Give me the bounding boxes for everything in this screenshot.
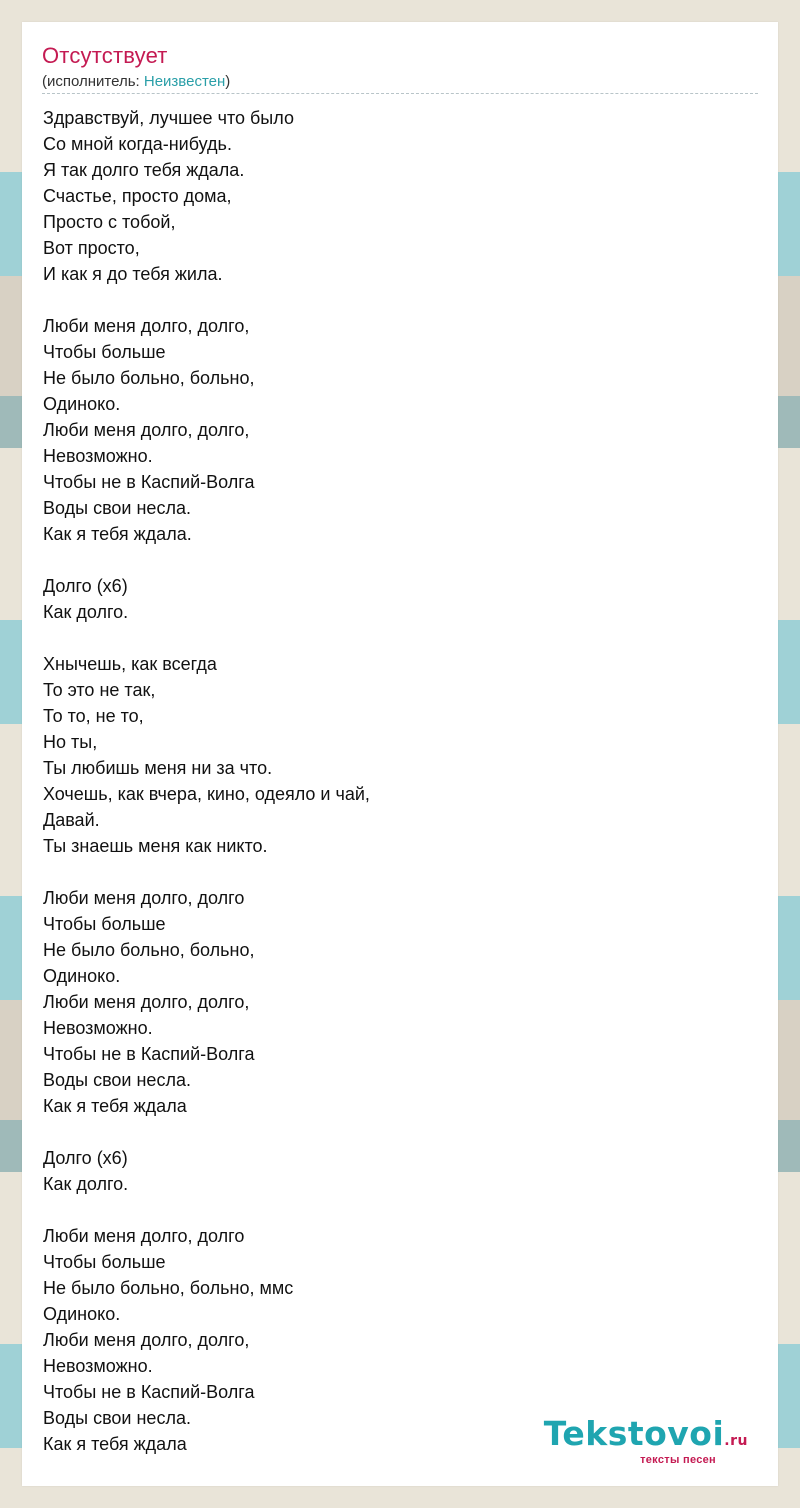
- lyric-line: Как я тебя ждала: [43, 1434, 187, 1454]
- lyric-line: Ты любишь меня ни за что.: [43, 758, 273, 778]
- lyric-line: Не было больно, больно,: [43, 940, 255, 960]
- performer-suffix: ): [225, 73, 231, 90]
- lyric-line: Люби меня долго, долго: [43, 888, 245, 908]
- lyrics-card: [22, 22, 778, 1486]
- stanza-gap: [43, 287, 743, 313]
- lyric-line: Чтобы не в Каспий-Волга: [43, 1044, 255, 1064]
- stanza-gap: [43, 1119, 743, 1145]
- logo-wordmark: [543, 1414, 748, 1458]
- stanza-gap: [43, 625, 743, 651]
- performer-line: [42, 72, 230, 92]
- lyric-line: Чтобы не в Каспий-Волга: [43, 472, 255, 492]
- song-title: Отсутствует: [42, 43, 168, 68]
- lyric-line: Я так долго тебя ждала.: [43, 160, 245, 180]
- lyric-line: Невозможно.: [43, 446, 153, 466]
- lyric-line: Хнычешь, как всегда: [43, 654, 217, 674]
- stanza-gap: [43, 859, 743, 885]
- stanza-gap: [43, 1197, 743, 1223]
- lyrics-text: [43, 105, 743, 1457]
- lyric-line: Здравствуй, лучшее что было: [43, 108, 294, 128]
- lyric-line: Ты знаешь меня как никто.: [43, 836, 268, 856]
- lyric-line: Одиноко.: [43, 1304, 121, 1324]
- lyric-line: Люби меня долго, долго,: [43, 1330, 250, 1350]
- lyric-line: Не было больно, больно,: [43, 368, 255, 388]
- lyric-line: Чтобы не в Каспий-Волга: [43, 1382, 255, 1402]
- logo-tld: .ru: [724, 1433, 748, 1449]
- lyric-line: Воды свои несла.: [43, 1408, 191, 1428]
- lyric-line: Люби меня долго, долго: [43, 1226, 245, 1246]
- lyric-line: То то, не то,: [43, 706, 144, 726]
- lyric-line: Долго (x6): [43, 576, 128, 596]
- lyric-line: Просто с тобой,: [43, 212, 176, 232]
- lyric-line: Как я тебя ждала: [43, 1096, 187, 1116]
- lyric-line: Воды свои несла.: [43, 1070, 191, 1090]
- lyric-line: Но ты,: [43, 732, 98, 752]
- lyric-line: Невозможно.: [43, 1018, 153, 1038]
- lyric-line: Как долго.: [43, 602, 129, 622]
- lyric-line: Хочешь, как вчера, кино, одеяло и чай,: [43, 784, 370, 804]
- lyric-line: Давай.: [43, 810, 100, 830]
- site-logo[interactable]: [543, 1414, 748, 1466]
- lyric-line: Вот просто,: [43, 238, 140, 258]
- lyric-line: Чтобы больше: [43, 342, 166, 362]
- logo-tagline: тексты песен: [640, 1454, 716, 1466]
- lyric-line: Люби меня долго, долго,: [43, 316, 250, 336]
- lyric-line: Как долго.: [43, 1174, 129, 1194]
- lyric-line: Чтобы больше: [43, 1252, 166, 1272]
- lyric-line: Не было больно, больно, ммс: [43, 1278, 294, 1298]
- lyric-line: Одиноко.: [43, 966, 121, 986]
- lyric-line: Невозможно.: [43, 1356, 153, 1376]
- lyric-line: Долго (x6): [43, 1148, 128, 1168]
- lyric-line: То это не так,: [43, 680, 156, 700]
- lyric-line: Со мной когда-нибудь.: [43, 134, 232, 154]
- lyric-line: Как я тебя ждала.: [43, 524, 192, 544]
- lyric-line: Люби меня долго, долго,: [43, 992, 250, 1012]
- artist-link[interactable]: Неизвестен: [143, 73, 226, 90]
- lyric-line: Чтобы больше: [43, 914, 166, 934]
- lyric-line: Одиноко.: [43, 394, 121, 414]
- performer-prefix: (исполнитель:: [42, 73, 144, 90]
- logo-name: Tekstovoi: [543, 1414, 725, 1453]
- header-divider: [42, 93, 758, 94]
- stanza-gap: [43, 547, 743, 573]
- lyric-line: Воды свои несла.: [43, 498, 191, 518]
- lyric-line: И как я до тебя жила.: [43, 264, 223, 284]
- lyric-line: Счастье, просто дома,: [43, 186, 232, 206]
- lyric-line: Люби меня долго, долго,: [43, 420, 250, 440]
